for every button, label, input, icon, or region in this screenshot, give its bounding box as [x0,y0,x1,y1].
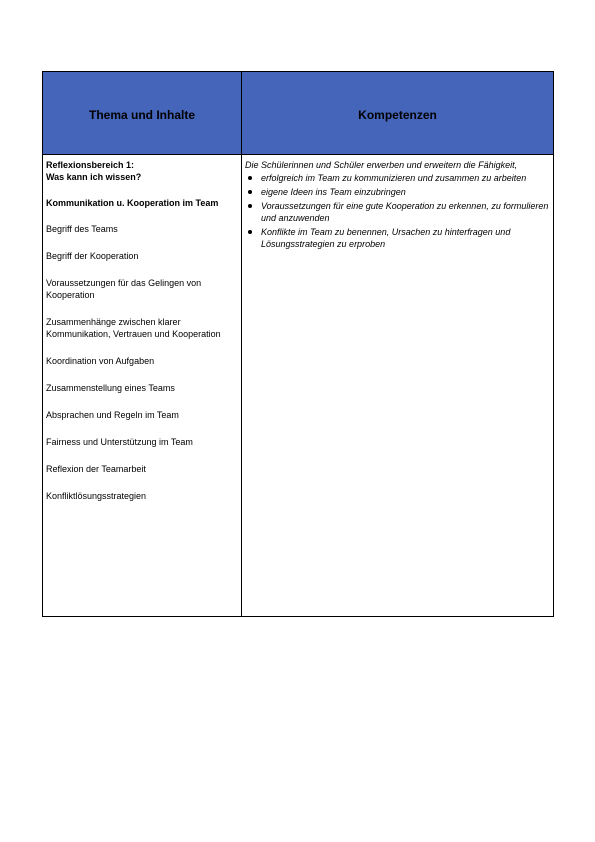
topic-item: Reflexion der Teamarbeit [46,464,146,474]
topic-subheading: Kommunikation u. Kooperation im Team [46,198,219,208]
competency-item [245,172,550,184]
topics-cell [43,155,242,616]
competency-text: Konflikte im Team zu benennen, Ursachen zu hinterfragen und Lösungsstrategien zu erproben [261,227,511,249]
competency-item [245,200,550,224]
competencies-list [245,172,550,250]
competency-text: eigene Ideen ins Team einzubringen [261,187,406,197]
bullet-icon [248,230,252,234]
topic-item: Begriff des Teams [46,224,118,234]
topic-item: Koordination von Aufgaben [46,356,155,366]
header-cell-competencies [242,72,553,155]
curriculum-table [42,71,554,617]
topic-item: Zusammenhänge zwischen klarer Kommunikation, Vertrauen und Kooperation [46,317,221,339]
topic-item: Absprachen und Regeln im Team [46,410,179,420]
competency-item [245,226,550,250]
competency-text: erfolgreich im Team zu kommunizieren und zusammen zu arbeiten [261,173,527,183]
competencies-intro: Die Schülerinnen und Schüler erwerben und erweitern die Fähigkeit, [245,160,518,170]
topic-item: Konfliktlösungsstrategien [46,491,147,501]
topic-item: Begriff der Kooperation [46,251,139,261]
competencies-cell [242,155,553,616]
bullet-icon [248,176,252,180]
section-heading-line: Reflexionsbereich 1: [46,160,135,170]
bullet-icon [248,190,252,194]
header-label-topics: Thema und Inhalte [88,108,195,122]
competency-text: Voraussetzungen für eine gute Kooperation zu erkennen, zu formulieren und anzuwenden [261,201,549,223]
section-heading-line: Was kann ich wissen? [46,172,142,182]
section-heading [46,159,238,183]
topic-item: Fairness und Unterstützung im Team [46,437,193,447]
header-label-competencies: Kompetenzen [358,108,437,122]
topic-item: Zusammenstellung eines Teams [46,383,175,393]
header-cell-topics [43,72,242,155]
competency-item [245,186,550,198]
bullet-icon [248,204,252,208]
topic-item: Voraussetzungen für das Gelingen von Kooperation [46,278,202,300]
